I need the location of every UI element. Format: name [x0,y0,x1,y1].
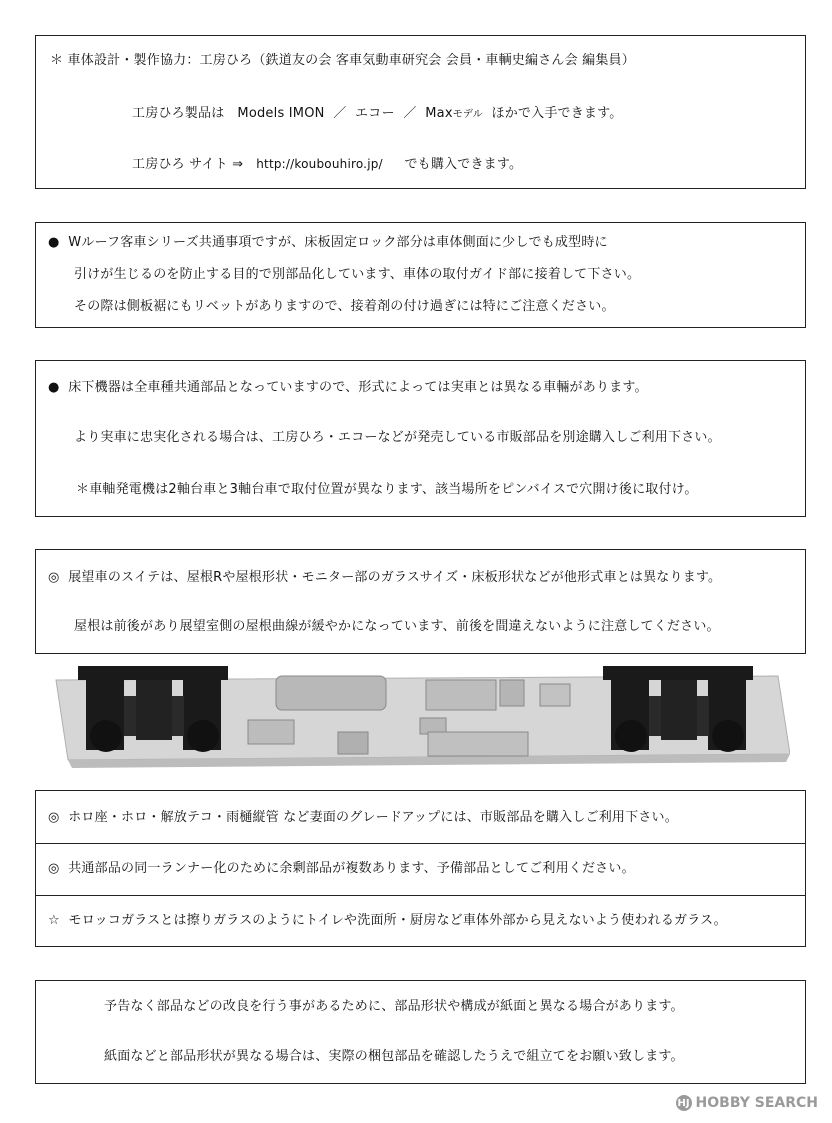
site-line [132,156,522,173]
brand-max-suffix: モデル [452,109,483,120]
disclaimer-line [104,1049,684,1065]
divider [36,895,805,896]
credits-text: 車体設計・製作協力：工房ひろ（鉄道友の会 客車気動車研究会 会員・車輌史編さん会 編集員） [67,53,635,68]
availability-suffix: ほかで入手できます。 [491,106,623,121]
double-circle-mark: ◎ [48,570,60,585]
note-line [76,482,698,498]
site-label: 工房ひろ サイト ⇒ [132,157,244,172]
note-text: 屋根は前後があり展望室側の屋根曲線が緩やかになっています、前後を間違えないように注意してください。 [74,619,720,634]
note-line [48,810,678,826]
divider [36,843,805,844]
note-line [74,430,721,446]
note-text: モロッコガラスとは擦りガラスのようにトイレや洗面所・厨房など車体外部から見えないよう使われるガラス。 [68,913,727,928]
truck-right-icon [603,666,753,752]
note-text: 床下機器は全車種共通部品となっていますので、形式によっては実車とは異なる車輛があります。 [68,380,648,395]
bullet-mark: ● [48,380,60,395]
underfloor-note-box [35,360,806,517]
note-text: より実車に忠実化される場合は、工房ひろ・エコーなどが発売している市販部品を別途購入しご利用下さい。 [74,430,721,445]
site-suffix: でも購入できます。 [404,157,523,172]
note-line [48,235,608,251]
note-line [74,299,615,315]
note-text: 共通部品の同一ランナー化のために余剰部品が複数あります、予備部品としてご利用ください。 [68,861,635,876]
asterisk-mark: ＊ [50,53,64,68]
hobby-search-logo-icon: HJ [676,1095,692,1111]
credits-line [50,53,635,69]
site-url-link[interactable]: http://koubouhiro.jp/ [256,157,383,171]
parts-notes-box [35,790,806,947]
note-line [74,267,640,283]
note-line [48,913,727,929]
note-text: ＊車軸発電機は2軸台車と3軸台車で取付位置が異なります、該当場所をピンバイスで穴開け後に取付け。 [76,482,698,497]
double-circle-mark: ◎ [48,861,60,876]
note-line [48,570,721,586]
disclaimer-text: 予告なく部品などの改良を行う事があるために、部品形状や構成が紙面と異なる場合があります。 [104,999,684,1014]
underframe-photo [48,658,790,780]
availability-line [132,106,623,123]
note-line [48,380,648,396]
disclaimer-line [104,999,684,1015]
note-text: 展望車のスイテは、屋根Rや屋根形状・モニター部のガラスサイズ・床板形状などが他形式車とは異なります。 [68,570,722,585]
bullet-mark: ● [48,235,60,250]
brand-max: Max [425,106,453,121]
note-text: 引けが生じるのを防止する目的で別部品化しています、車体の取付ガイド部に接着して下さい。 [74,267,641,282]
note-text: Wルーフ客車シリーズ共通事項ですが、床板固定ロック部分は車体側面に少しでも成型時に [68,235,608,250]
star-mark: ☆ [48,913,60,928]
note-text: ホロ座・ホロ・解放テコ・雨樋縦管 など妻面のグレードアップには、市販部品を購入しご利用下さい。 [68,810,678,825]
hobby-search-watermark [676,1093,818,1113]
disclaimer-box [35,980,806,1084]
note-line [74,619,720,635]
separator: ／ [403,106,417,121]
observation-car-note-box [35,549,806,654]
separator: ／ [333,106,347,121]
roof-note-box [35,222,806,328]
note-text: その際は側板裾にもリベットがありますので、接着剤の付け過ぎには特にご注意ください。 [74,299,615,314]
truck-left-icon [78,666,228,752]
brand-models-imon: Models IMON [237,106,325,121]
brand-echo: エコー [355,106,395,121]
disclaimer-text: 紙面などと部品形状が異なる場合は、実際の梱包部品を確認したうえで組立てをお願い致します。 [104,1049,684,1064]
note-line [48,861,635,877]
watermark-text: HOBBY SEARCH [695,1095,818,1111]
credits-box [35,35,806,189]
availability-prefix: 工房ひろ製品は [132,106,225,121]
double-circle-mark: ◎ [48,810,60,825]
